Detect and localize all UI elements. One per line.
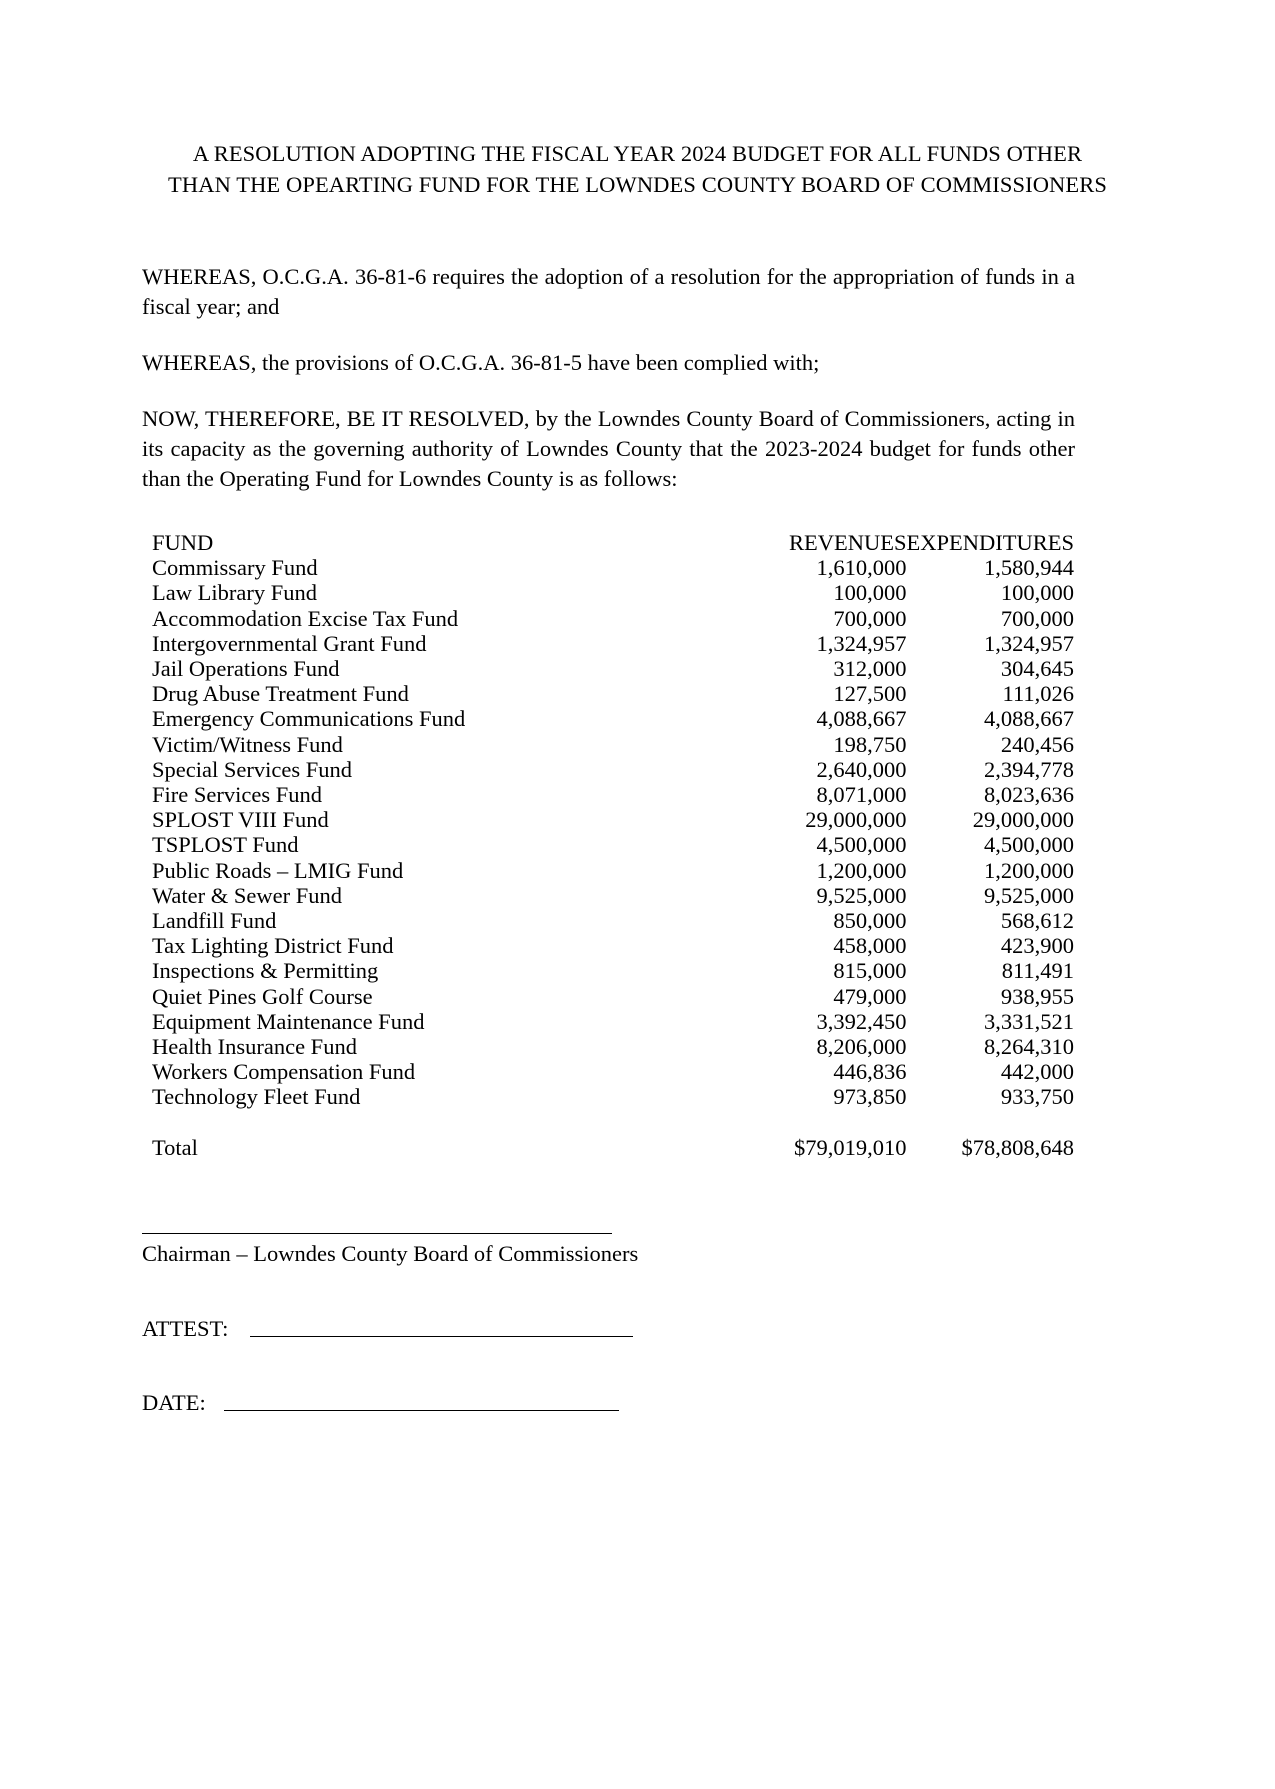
table-total-row [152, 1110, 1074, 1160]
cell-revenues: 479,000 [833, 983, 907, 1009]
table-row [152, 631, 1074, 656]
cell-revenues: 973,850 [833, 1084, 907, 1110]
table-row [152, 757, 1074, 782]
cell-fund: SPLOST VIII Fund [152, 807, 329, 833]
document-title [0, 138, 1275, 200]
cell-revenues: 127,500 [833, 681, 907, 707]
cell-expenditures: 1,324,957 [984, 630, 1074, 656]
cell-fund: Water & Sewer Fund [152, 882, 343, 908]
cell-fund: TSPLOST Fund [152, 832, 299, 858]
cell-expenditures: 811,491 [1001, 958, 1074, 984]
signature-block [142, 1232, 1275, 1268]
table-row [152, 858, 1074, 883]
cell-revenues: 446,836 [833, 1059, 907, 1085]
paragraph-whereas-1: WHEREAS, O.C.G.A. 36-81-6 requires the adoption of a resolution for the appropriation of funds in a fiscal year; and [142, 264, 1075, 319]
cell-expenditures: 1,580,944 [984, 555, 1074, 581]
cell-expenditures: 100,000 [1000, 580, 1074, 606]
table-row [152, 656, 1074, 681]
cell-revenues: 815,000 [833, 958, 907, 984]
cell-expenditures: 442,000 [1000, 1059, 1074, 1085]
cell-fund: Tax Lighting District Fund [152, 933, 394, 959]
cell-revenues: 2,640,000 [816, 756, 907, 782]
cell-fund: Commissary Fund [152, 555, 318, 581]
cell-revenues: 9,525,000 [816, 882, 907, 908]
cell-revenues: 4,088,667 [816, 706, 907, 732]
cell-fund: Quiet Pines Golf Course [152, 983, 373, 1009]
table-row [152, 908, 1074, 933]
column-header-revenues: REVENUES [788, 530, 907, 555]
cell-fund: Workers Compensation Fund [152, 1059, 416, 1085]
cell-revenues: 458,000 [833, 933, 907, 959]
table-row [152, 782, 1074, 807]
cell-fund: Public Roads – LMIG Fund [152, 857, 404, 883]
table-row [152, 1059, 1074, 1084]
cell-fund: Law Library Fund [152, 580, 317, 606]
cell-fund: Landfill Fund [152, 908, 277, 934]
document-page [0, 138, 1275, 1789]
table-row [152, 580, 1074, 605]
cell-fund: Intergovernmental Grant Fund [152, 630, 427, 656]
column-header-expenditures: EXPENDITURES [906, 530, 1074, 555]
cell-fund: Fire Services Fund [152, 782, 322, 808]
cell-fund: Emergency Communications Fund [152, 706, 466, 732]
cell-revenues: 700,000 [833, 605, 907, 631]
cell-revenues: 4,500,000 [816, 832, 907, 858]
cell-revenues: 1,200,000 [816, 857, 907, 883]
table-row [152, 706, 1074, 731]
attest-signature-line [250, 1335, 633, 1337]
document-body [142, 262, 1075, 1160]
title-line-1: A RESOLUTION ADOPTING THE FISCAL YEAR 2024 BUDGET FOR ALL FUNDS OTHER [192, 141, 1083, 166]
cell-expenditures: 700,000 [1000, 605, 1074, 631]
cell-revenues: 29,000,000 [805, 807, 907, 833]
cell-fund: Special Services Fund [152, 756, 352, 782]
cell-revenues: 312,000 [833, 656, 907, 682]
chairman-signature-line [142, 1232, 612, 1234]
cell-expenditures: 111,026 [1002, 681, 1074, 707]
table-row [152, 1084, 1074, 1109]
cell-fund: Drug Abuse Treatment Fund [152, 681, 409, 707]
date-signature-line [224, 1409, 619, 1411]
cell-fund: Jail Operations Fund [152, 656, 340, 682]
cell-revenues: 850,000 [833, 908, 907, 934]
table-row [152, 606, 1074, 631]
cell-total-expenditures: $78,808,648 [961, 1134, 1074, 1160]
cell-expenditures: 304,645 [1000, 656, 1074, 682]
paragraph-whereas-2: WHEREAS, the provisions of O.C.G.A. 36-81-5 have been complied with; [142, 350, 820, 375]
cell-expenditures: 933,750 [1000, 1084, 1074, 1110]
table-row [152, 883, 1074, 908]
date-row [142, 1390, 1275, 1416]
cell-revenues: 100,000 [833, 580, 907, 606]
cell-expenditures: 9,525,000 [984, 882, 1074, 908]
table-row [152, 1009, 1074, 1034]
budget-table [152, 530, 1074, 1160]
cell-expenditures: 4,500,000 [984, 832, 1074, 858]
cell-expenditures: 2,394,778 [984, 756, 1074, 782]
cell-fund: Accommodation Excise Tax Fund [152, 605, 459, 631]
attest-label: ATTEST: [142, 1315, 229, 1341]
table-row [152, 807, 1074, 832]
cell-revenues: 1,324,957 [816, 630, 907, 656]
title-line-2: THAN THE OPEARTING FUND FOR THE LOWNDES COUNTY BOARD OF COMMISSIONERS [168, 172, 1107, 197]
table-row [152, 958, 1074, 983]
paragraph-resolved: NOW, THEREFORE, BE IT RESOLVED, by the Lowndes County Board of Commissioners, acting in its capacity as the governing authority of Lowndes County that the 2023-2024 budget for funds other than the Operating Fund for Lowndes County is as follows: [142, 406, 1075, 491]
cell-expenditures: 423,900 [1000, 933, 1074, 959]
cell-revenues: 198,750 [833, 731, 907, 757]
cell-total-revenues: $79,019,010 [793, 1134, 907, 1160]
cell-expenditures: 568,612 [1000, 908, 1074, 934]
table-row [152, 832, 1074, 857]
cell-expenditures: 29,000,000 [972, 807, 1074, 833]
table-row [152, 555, 1074, 580]
cell-fund: Technology Fleet Fund [152, 1084, 361, 1110]
cell-revenues: 8,071,000 [816, 782, 907, 808]
table-row [152, 681, 1074, 706]
table-row [152, 1034, 1074, 1059]
table-row [152, 732, 1074, 757]
date-label: DATE: [142, 1389, 206, 1415]
attest-row [142, 1316, 1275, 1342]
cell-fund: Inspections & Permitting [152, 958, 379, 984]
cell-expenditures: 4,088,667 [984, 706, 1074, 732]
cell-fund: Health Insurance Fund [152, 1034, 357, 1060]
cell-expenditures: 240,456 [1000, 731, 1074, 757]
table-header-row [152, 530, 1074, 555]
cell-expenditures: 1,200,000 [984, 857, 1074, 883]
column-header-fund: FUND [152, 530, 214, 555]
chairman-signature-caption: Chairman – Lowndes County Board of Commissioners [142, 1240, 639, 1266]
cell-expenditures: 8,023,636 [984, 782, 1074, 808]
table-row [152, 933, 1074, 958]
cell-fund: Victim/Witness Fund [152, 731, 343, 757]
cell-revenues: 3,392,450 [816, 1008, 907, 1034]
cell-revenues: 1,610,000 [816, 555, 907, 581]
cell-expenditures: 8,264,310 [984, 1034, 1074, 1060]
table-row [152, 984, 1074, 1009]
cell-total-label: Total [152, 1134, 198, 1160]
cell-fund: Equipment Maintenance Fund [152, 1008, 425, 1034]
cell-revenues: 8,206,000 [816, 1034, 907, 1060]
cell-expenditures: 3,331,521 [984, 1008, 1074, 1034]
cell-expenditures: 938,955 [1000, 983, 1074, 1009]
